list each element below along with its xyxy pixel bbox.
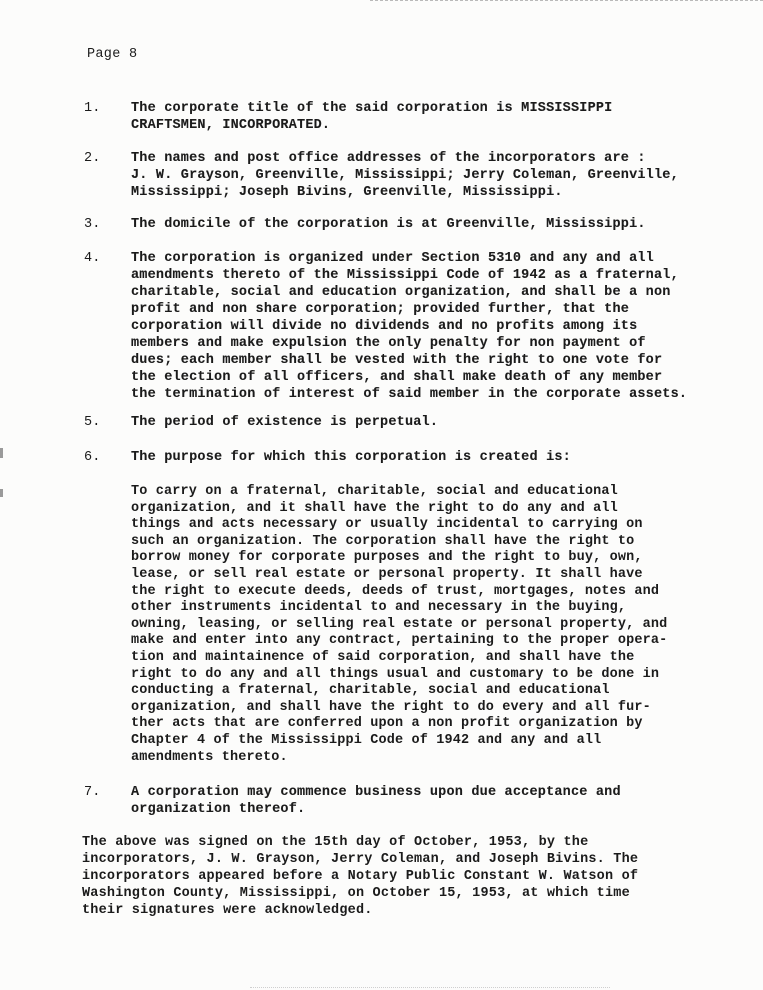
page-edge-mark [370, 0, 763, 1]
scan-speck [0, 448, 3, 458]
scan-speck [0, 489, 3, 497]
item-number: 1. [84, 101, 101, 116]
item-number: 3. [84, 217, 101, 232]
item-text: The domicile of the corporation is at Greenville, Mississippi. [131, 217, 646, 232]
page-number: Page 8 [87, 47, 138, 62]
item-number: 5. [84, 415, 101, 430]
item-6-body: To carry on a fraternal, charitable, social and educational organization, and it shall have the right to do any and all things and acts necessary or usually incidental to carrying on such an organization. The corporation shall have the right to borrow money for corporate purposes and the right to buy, own, lease, or sell real estate or personal property. It shall have the right to execute deeds, deeds of trust, mortgages, notes and other instruments incidental to and necessary in the buying, owning, leasing, or selling real estate or personal property, and make and enter into any contract, pertaining to the proper opera- tion and maintainence of said corporation, and shall have the right to do any and all things usual and customary to be done in conducting a fraternal, charitable, social and educational organization, and shall have the right to do every and all fur- ther acts that are conferred upon a non profit organization by Chapter 4 of the Mississippi Code of 1942 and any and all amendments thereto. [131, 484, 668, 765]
item-number: 4. [84, 251, 101, 266]
page-edge-mark [250, 987, 610, 988]
item-text: A corporation may commence business upon due acceptance and organization thereof. [131, 785, 621, 817]
item-text: The corporation is organized under Section 5310 and any and all amendments thereto of the Mississippi Code of 1942 as a fraternal, charitable, social and education organization, and shall be a non profit and non share corporation; provided further, that the corporation will divide no dividends and no profits among its members and make expulsion the only penalty for non payment of dues; each member shall be vested with the right to one vote for the election of all officers, and shall make death of any member the termination of interest of said member in the corporate assets. [131, 251, 688, 402]
item-text: The period of existence is perpetual. [131, 415, 439, 430]
closing-paragraph: The above was signed on the 15th day of October, 1953, by the incorporators, J. W. Grayson, Jerry Coleman, and Joseph Bivins. The incorporators appeared before a Notary Public Constant W. Watson of Washington County, Mississippi, on October 15, 1953, at which time their signatures were acknowledged. [82, 835, 639, 918]
item-text: The names and post office addresses of the incorporators are : J. W. Grayson, Greenville, Mississippi; Jerry Coleman, Greenville, Mississippi; Joseph Bivins, Greenville, Mississippi. [131, 151, 679, 200]
item-text: The corporate title of the said corporation is MISSISSIPPI CRAFTSMEN, INCORPORATED. [131, 101, 613, 133]
item-number: 2. [84, 151, 101, 166]
item-text: The purpose for which this corporation is created is: [131, 450, 571, 465]
item-number: 6. [84, 450, 101, 465]
item-number: 7. [84, 785, 101, 800]
